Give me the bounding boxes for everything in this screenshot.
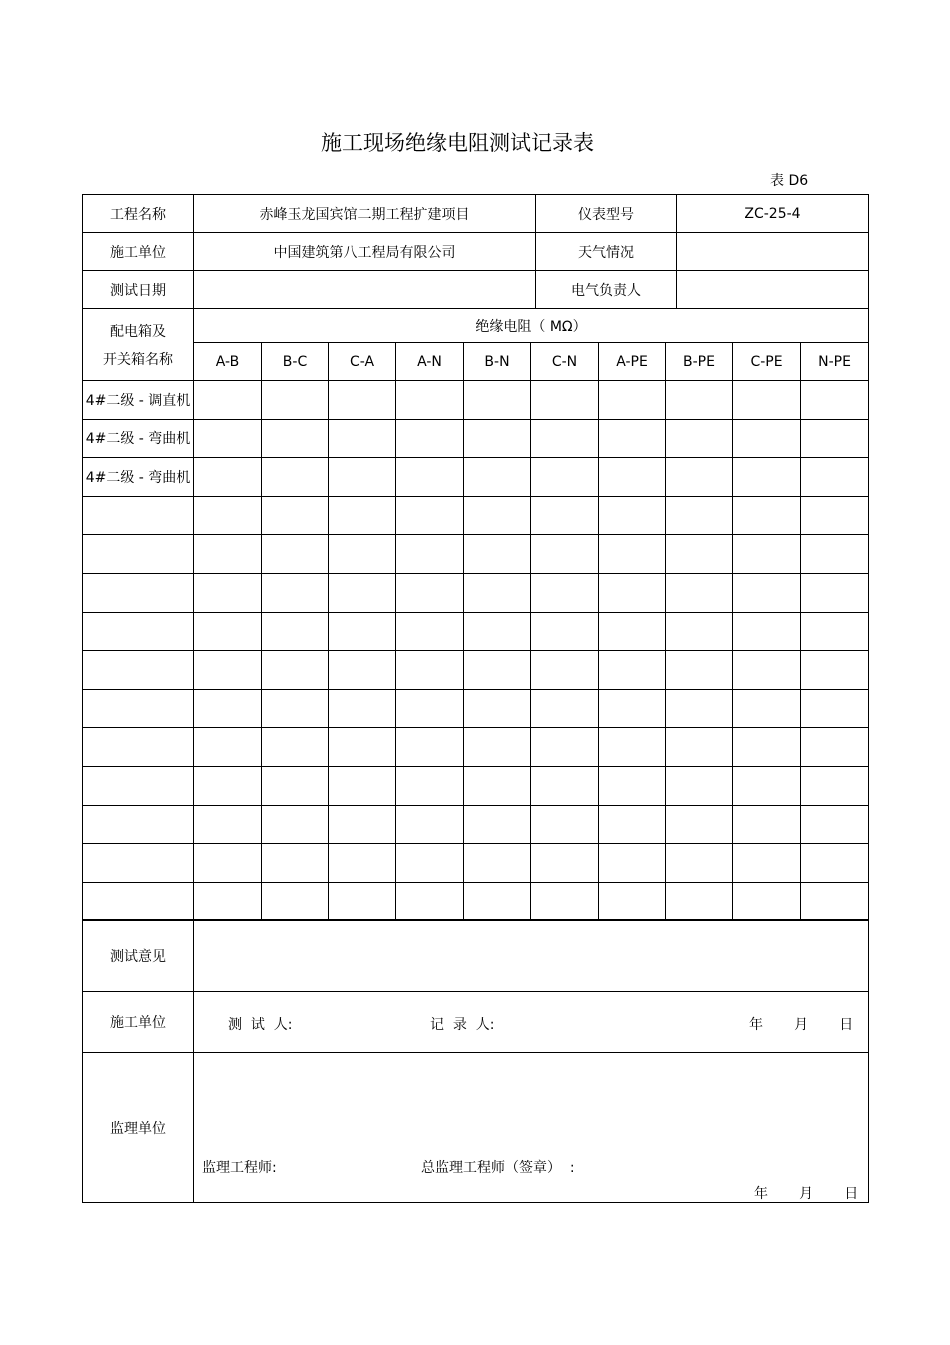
column-header: A-N xyxy=(396,343,464,381)
resistance-cell[interactable] xyxy=(396,805,464,844)
resistance-cell[interactable] xyxy=(599,496,666,535)
resistance-cell[interactable] xyxy=(599,573,666,612)
resistance-cell[interactable] xyxy=(733,573,801,612)
form-number: 表 D6 xyxy=(770,173,809,189)
resistance-cell[interactable] xyxy=(396,535,464,574)
resistance-cell[interactable] xyxy=(329,535,396,574)
resistance-cell[interactable] xyxy=(599,882,666,921)
resistance-cell[interactable] xyxy=(733,651,801,690)
resistance-cell[interactable] xyxy=(396,612,464,651)
resistance-cell[interactable] xyxy=(396,882,464,921)
resistance-cell[interactable] xyxy=(262,844,329,883)
box-name-cell[interactable] xyxy=(83,882,194,921)
resistance-cell[interactable] xyxy=(262,458,329,497)
resistance-cell[interactable] xyxy=(329,805,396,844)
resistance-cell[interactable] xyxy=(464,381,531,420)
contractor-date-label: 年 月 日 xyxy=(749,1017,854,1033)
box-name-cell[interactable] xyxy=(83,805,194,844)
resistance-cell[interactable] xyxy=(194,805,262,844)
resistance-cell[interactable] xyxy=(464,844,531,883)
project-name-value[interactable]: 赤峰玉龙国宾馆二期工程扩建项目 xyxy=(194,195,536,233)
weather-label: 天气情况 xyxy=(536,233,677,271)
box-name-cell[interactable] xyxy=(83,535,194,574)
resistance-cell[interactable] xyxy=(733,805,801,844)
resistance-cell[interactable] xyxy=(733,882,801,921)
box-name-cell[interactable] xyxy=(83,496,194,535)
resistance-cell[interactable] xyxy=(733,728,801,767)
resistance-cell[interactable] xyxy=(194,535,262,574)
resistance-cell[interactable] xyxy=(464,728,531,767)
resistance-cell[interactable] xyxy=(396,766,464,805)
resistance-cell[interactable] xyxy=(194,766,262,805)
resistance-cell[interactable] xyxy=(194,844,262,883)
resistance-cell[interactable] xyxy=(262,381,329,420)
resistance-cell[interactable] xyxy=(531,805,599,844)
resistance-cell[interactable] xyxy=(531,612,599,651)
resistance-cell[interactable] xyxy=(733,766,801,805)
resistance-cell[interactable] xyxy=(329,573,396,612)
resistance-cell[interactable] xyxy=(801,882,869,921)
resistance-cell[interactable] xyxy=(531,535,599,574)
resistance-cell[interactable] xyxy=(329,882,396,921)
table-row xyxy=(83,689,869,728)
resistance-cell[interactable] xyxy=(531,381,599,420)
resistance-cell[interactable] xyxy=(396,844,464,883)
resistance-cell[interactable] xyxy=(599,728,666,767)
resistance-cell[interactable] xyxy=(464,573,531,612)
resistance-cell[interactable] xyxy=(801,805,869,844)
table-row xyxy=(83,419,869,458)
resistance-cell[interactable] xyxy=(396,573,464,612)
column-header: A-B xyxy=(194,343,262,381)
resistance-cell[interactable] xyxy=(194,651,262,690)
box-name-cell[interactable] xyxy=(83,728,194,767)
resistance-cell[interactable] xyxy=(531,651,599,690)
column-header: N-PE xyxy=(801,343,869,381)
resistance-cell[interactable] xyxy=(396,651,464,690)
resistance-cell[interactable] xyxy=(464,535,531,574)
table-row xyxy=(83,882,869,921)
resistance-cell[interactable] xyxy=(531,689,599,728)
resistance-cell[interactable] xyxy=(329,419,396,458)
contractor-sign-area xyxy=(194,992,869,1053)
resistance-cell[interactable] xyxy=(464,766,531,805)
resistance-cell[interactable] xyxy=(194,689,262,728)
supervisor-label: 监理单位 xyxy=(83,1053,194,1203)
resistance-cell[interactable] xyxy=(194,728,262,767)
resistance-cell[interactable] xyxy=(666,728,733,767)
table-row xyxy=(83,381,869,420)
column-header: B-PE xyxy=(666,343,733,381)
resistance-cell[interactable] xyxy=(733,496,801,535)
column-header: C-A xyxy=(329,343,396,381)
resistance-cell[interactable] xyxy=(531,766,599,805)
box-name-cell[interactable]: 4#二级 - 调直机 xyxy=(83,381,194,420)
resistance-cell[interactable] xyxy=(666,689,733,728)
resistance-cell[interactable] xyxy=(464,612,531,651)
resistance-cell[interactable] xyxy=(262,496,329,535)
box-name-header-line1: 配电箱及 xyxy=(110,323,166,340)
resistance-cell[interactable] xyxy=(329,844,396,883)
column-header: C-N xyxy=(531,343,599,381)
table-row xyxy=(83,458,869,497)
column-header: C-PE xyxy=(733,343,801,381)
resistance-cell[interactable] xyxy=(329,458,396,497)
resistance-cell[interactable] xyxy=(666,458,733,497)
resistance-cell[interactable] xyxy=(329,381,396,420)
resistance-cell[interactable] xyxy=(733,844,801,883)
table-row xyxy=(83,535,869,574)
table-row xyxy=(83,573,869,612)
resistance-cell[interactable] xyxy=(733,458,801,497)
resistance-cell[interactable] xyxy=(599,612,666,651)
table-row xyxy=(83,651,869,690)
resistance-cell[interactable] xyxy=(801,689,869,728)
resistance-cell[interactable] xyxy=(801,573,869,612)
box-name-cell[interactable] xyxy=(83,766,194,805)
box-name-cell[interactable] xyxy=(83,844,194,883)
recorder-label: 记 录 人: xyxy=(430,1017,495,1033)
resistance-header: 绝缘电阻（ MΩ） xyxy=(194,309,869,343)
resistance-cell[interactable] xyxy=(262,689,329,728)
resistance-cell[interactable] xyxy=(396,689,464,728)
resistance-cell[interactable] xyxy=(801,496,869,535)
resistance-cell[interactable] xyxy=(396,381,464,420)
box-name-cell[interactable] xyxy=(83,612,194,651)
supervisor-date-label: 年 月 日 xyxy=(754,1186,859,1202)
resistance-cell[interactable] xyxy=(801,381,869,420)
resistance-cell[interactable] xyxy=(464,882,531,921)
resistance-cell[interactable] xyxy=(329,612,396,651)
resistance-cell[interactable] xyxy=(801,844,869,883)
resistance-cell[interactable] xyxy=(599,651,666,690)
resistance-cell[interactable] xyxy=(531,728,599,767)
opinion-label: 测试意见 xyxy=(83,920,194,992)
resistance-cell[interactable] xyxy=(194,381,262,420)
resistance-cell[interactable] xyxy=(464,651,531,690)
resistance-cell[interactable] xyxy=(531,573,599,612)
resistance-cell[interactable] xyxy=(801,458,869,497)
instrument-label: 仪表型号 xyxy=(536,195,677,233)
box-name-cell[interactable]: 4#二级 - 弯曲机 xyxy=(83,419,194,458)
resistance-cell[interactable] xyxy=(262,805,329,844)
box-name-header-line2: 开关箱名称 xyxy=(103,351,173,368)
resistance-cell[interactable] xyxy=(801,766,869,805)
resistance-cell[interactable] xyxy=(666,844,733,883)
weather-value[interactable] xyxy=(677,233,869,271)
resistance-cell[interactable] xyxy=(801,419,869,458)
table-row xyxy=(83,766,869,805)
resistance-cell[interactable] xyxy=(599,458,666,497)
resistance-cell[interactable] xyxy=(599,689,666,728)
resistance-cell[interactable] xyxy=(531,844,599,883)
opinion-field[interactable] xyxy=(194,920,869,992)
box-name-header xyxy=(83,309,194,381)
resistance-cell[interactable] xyxy=(329,651,396,690)
resistance-cell[interactable] xyxy=(262,612,329,651)
footer-table xyxy=(82,919,869,1203)
resistance-cell[interactable] xyxy=(666,419,733,458)
resistance-cell[interactable] xyxy=(733,535,801,574)
measurement-table xyxy=(82,308,869,921)
resistance-cell[interactable] xyxy=(262,535,329,574)
resistance-cell[interactable] xyxy=(262,766,329,805)
resistance-cell[interactable] xyxy=(464,689,531,728)
table-row xyxy=(83,612,869,651)
project-name-label: 工程名称 xyxy=(83,195,194,233)
resistance-cell[interactable] xyxy=(194,496,262,535)
contractor-label: 施工单位 xyxy=(83,233,194,271)
resistance-cell[interactable] xyxy=(666,612,733,651)
resistance-cell[interactable] xyxy=(396,458,464,497)
resistance-cell[interactable] xyxy=(666,496,733,535)
resistance-cell[interactable] xyxy=(801,728,869,767)
resistance-cell[interactable] xyxy=(262,728,329,767)
table-row xyxy=(83,805,869,844)
resistance-cell[interactable] xyxy=(329,689,396,728)
resistance-cell[interactable] xyxy=(194,419,262,458)
resistance-cell[interactable] xyxy=(194,573,262,612)
resistance-cell[interactable] xyxy=(801,651,869,690)
resistance-cell[interactable] xyxy=(666,882,733,921)
supervisor-sign-area xyxy=(194,1053,869,1203)
resistance-cell[interactable] xyxy=(666,573,733,612)
resistance-cell[interactable] xyxy=(666,766,733,805)
resistance-cell[interactable] xyxy=(262,651,329,690)
resistance-cell[interactable] xyxy=(464,496,531,535)
resistance-cell[interactable] xyxy=(396,728,464,767)
resistance-cell[interactable] xyxy=(329,496,396,535)
column-header: B-N xyxy=(464,343,531,381)
resistance-cell[interactable] xyxy=(329,728,396,767)
resistance-cell[interactable] xyxy=(396,419,464,458)
resistance-cell[interactable] xyxy=(666,651,733,690)
instrument-value[interactable]: ZC-25-4 xyxy=(677,195,869,233)
table-row xyxy=(83,844,869,883)
resistance-cell[interactable] xyxy=(329,766,396,805)
resistance-cell[interactable] xyxy=(599,766,666,805)
resistance-cell[interactable] xyxy=(599,805,666,844)
contractor-value[interactable]: 中国建筑第八工程局有限公司 xyxy=(194,233,536,271)
resistance-cell[interactable] xyxy=(733,689,801,728)
resistance-cell[interactable] xyxy=(666,805,733,844)
column-header: B-C xyxy=(262,343,329,381)
resistance-cell[interactable] xyxy=(599,844,666,883)
electric-person-label: 电气负责人 xyxy=(536,271,677,309)
table-row xyxy=(83,496,869,535)
resistance-cell[interactable] xyxy=(666,381,733,420)
resistance-cell[interactable] xyxy=(733,381,801,420)
box-name-cell[interactable]: 4#二级 - 弯曲机 xyxy=(83,458,194,497)
table-row xyxy=(83,728,869,767)
resistance-cell[interactable] xyxy=(262,882,329,921)
test-date-value[interactable] xyxy=(194,271,536,309)
resistance-cell[interactable] xyxy=(464,805,531,844)
box-name-cell[interactable] xyxy=(83,689,194,728)
resistance-cell[interactable] xyxy=(531,419,599,458)
page-title: 施工现场绝缘电阻测试记录表 xyxy=(321,131,594,155)
resistance-cell[interactable] xyxy=(194,612,262,651)
electric-person-value[interactable] xyxy=(677,271,869,309)
info-table xyxy=(82,194,869,309)
resistance-cell[interactable] xyxy=(666,535,733,574)
box-name-cell[interactable] xyxy=(83,651,194,690)
resistance-cell[interactable] xyxy=(801,612,869,651)
resistance-cell[interactable] xyxy=(531,496,599,535)
resistance-cell[interactable] xyxy=(599,535,666,574)
column-header: A-PE xyxy=(599,343,666,381)
resistance-cell[interactable] xyxy=(599,419,666,458)
resistance-cell[interactable] xyxy=(801,535,869,574)
resistance-cell[interactable] xyxy=(194,882,262,921)
resistance-cell[interactable] xyxy=(464,458,531,497)
chief-engineer-label: 总监理工程师（签章） : xyxy=(421,1160,575,1176)
engineer-label: 监理工程师: xyxy=(202,1160,277,1176)
resistance-cell[interactable] xyxy=(531,458,599,497)
resistance-cell[interactable] xyxy=(464,419,531,458)
resistance-cell[interactable] xyxy=(733,419,801,458)
resistance-cell[interactable] xyxy=(599,381,666,420)
resistance-cell[interactable] xyxy=(262,419,329,458)
resistance-cell[interactable] xyxy=(733,612,801,651)
resistance-cell[interactable] xyxy=(396,496,464,535)
tester-label: 测 试 人: xyxy=(228,1017,293,1033)
footer-contractor-label: 施工单位 xyxy=(83,992,194,1053)
box-name-cell[interactable] xyxy=(83,573,194,612)
resistance-cell[interactable] xyxy=(194,458,262,497)
resistance-cell[interactable] xyxy=(262,573,329,612)
resistance-cell[interactable] xyxy=(531,882,599,921)
test-date-label: 测试日期 xyxy=(83,271,194,309)
